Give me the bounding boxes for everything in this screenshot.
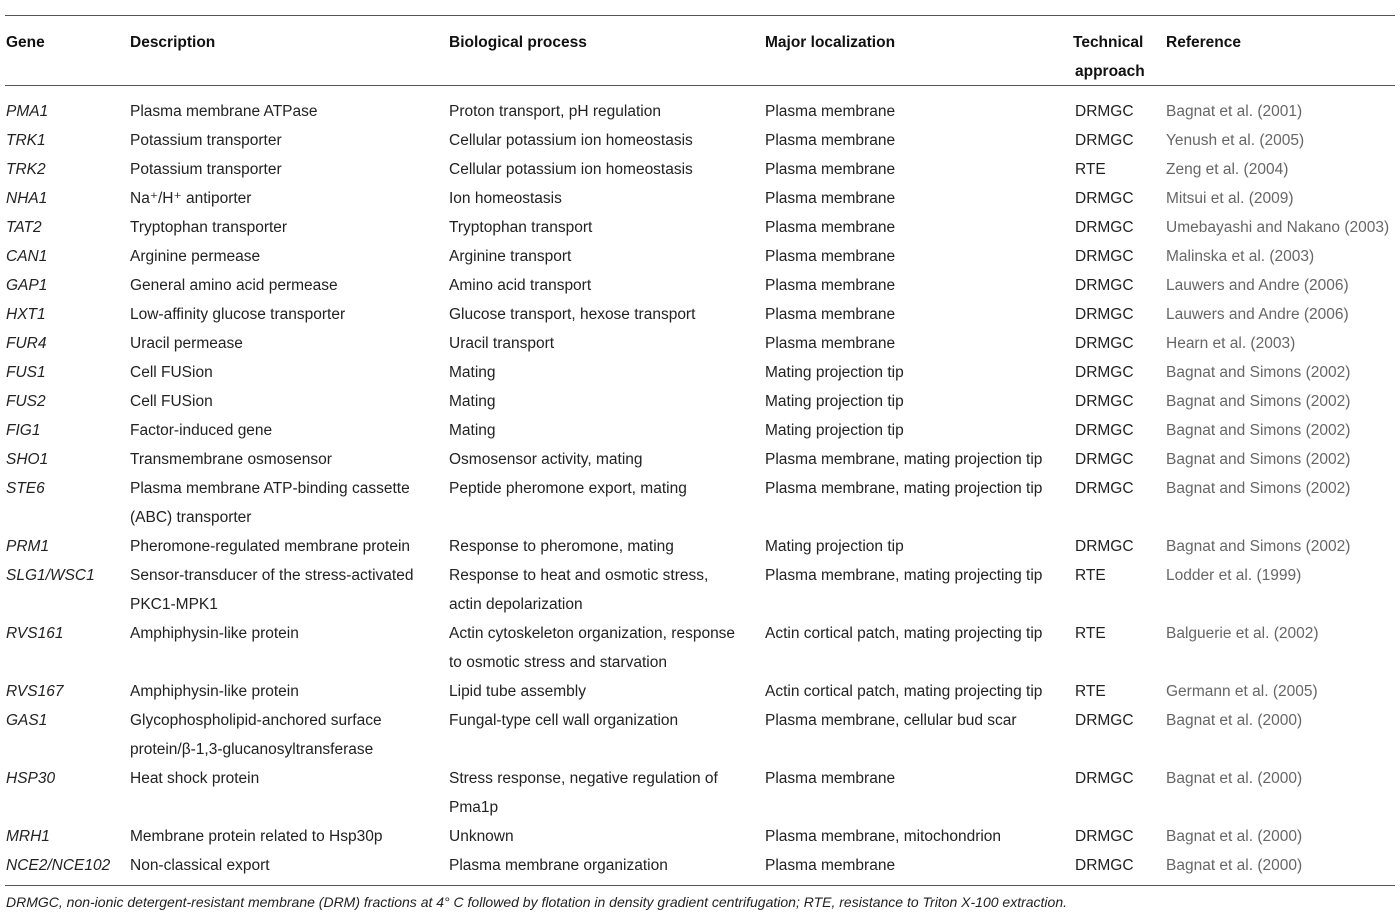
header-reference: Reference <box>1166 34 1241 51</box>
description-cell <box>130 329 243 358</box>
localization-cell-line: Plasma membrane <box>765 190 896 207</box>
process-cell <box>449 416 496 445</box>
approach-cell: DRMGC <box>1075 132 1134 149</box>
approach-cell: DRMGC <box>1075 364 1134 381</box>
header-description: Description <box>130 34 216 51</box>
gene-cell: CAN1 <box>6 248 48 265</box>
table-row <box>0 851 1400 880</box>
gene-cell: GAP1 <box>6 277 48 294</box>
description-cell <box>130 619 299 648</box>
localization-cell <box>765 213 895 242</box>
gene-cell: NCE2/NCE102 <box>6 857 111 874</box>
approach-cell: DRMGC <box>1075 393 1134 410</box>
gene-cell: GAS1 <box>6 712 48 729</box>
approach-cell: DRMGC <box>1075 451 1134 468</box>
gene-cell: NHA1 <box>6 190 48 207</box>
table-bottom-rule <box>5 885 1395 886</box>
localization-cell-line: Plasma membrane <box>765 335 896 352</box>
gene-cell: RVS161 <box>6 625 64 642</box>
reference-cell: Bagnat et al. (2000) <box>1166 770 1303 787</box>
gene-cell: STE6 <box>6 480 45 497</box>
process-cell-line: Unknown <box>449 828 514 845</box>
reference-cell: Bagnat and Simons (2002) <box>1166 422 1351 439</box>
process-cell <box>449 851 668 880</box>
localization-cell <box>765 677 1042 706</box>
approach-cell: DRMGC <box>1075 277 1134 294</box>
process-cell <box>449 387 496 416</box>
process-cell <box>449 474 687 503</box>
localization-cell <box>765 822 1001 851</box>
localization-cell <box>765 851 895 880</box>
description-cell-line: Pheromone-regulated membrane protein <box>130 538 411 555</box>
approach-cell: RTE <box>1075 683 1106 700</box>
process-cell-line: Uracil transport <box>449 335 555 352</box>
process-cell-line: Tryptophan transport <box>449 219 593 236</box>
approach-cell: DRMGC <box>1075 857 1134 874</box>
localization-cell-line: Actin cortical patch, mating projecting tip <box>765 683 1043 700</box>
table-row <box>0 271 1400 300</box>
process-cell-line: Fungal-type cell wall organization <box>449 712 679 729</box>
localization-cell-line: Plasma membrane, cellular bud scar <box>765 712 1017 729</box>
process-cell <box>449 677 586 706</box>
description-cell-line: Transmembrane osmosensor <box>130 451 332 468</box>
localization-cell-line: Mating projection tip <box>765 538 904 555</box>
table-row <box>0 561 1400 619</box>
localization-cell-line: Mating projection tip <box>765 364 904 381</box>
description-cell-line: Potassium transporter <box>130 161 282 178</box>
approach-cell: DRMGC <box>1075 306 1134 323</box>
description-cell <box>130 242 260 271</box>
localization-cell-line: Mating projection tip <box>765 422 904 439</box>
process-cell <box>449 242 571 271</box>
process-cell <box>449 126 693 155</box>
approach-cell: DRMGC <box>1075 770 1134 787</box>
description-cell <box>130 416 272 445</box>
gene-cell: PMA1 <box>6 103 49 120</box>
description-cell-line: Heat shock protein <box>130 770 260 787</box>
process-cell-line: Plasma membrane organization <box>449 857 668 874</box>
header-technical-approach <box>1073 28 1145 86</box>
localization-cell <box>765 387 904 416</box>
description-cell-line: Amphiphysin-like protein <box>130 625 299 642</box>
reference-cell: Bagnat and Simons (2002) <box>1166 451 1351 468</box>
description-cell-line: Sensor-transducer of the stress-activated <box>130 567 414 584</box>
process-cell <box>449 329 554 358</box>
approach-cell: RTE <box>1075 625 1106 642</box>
reference-cell: Bagnat et al. (2001) <box>1166 103 1303 120</box>
table-row <box>0 155 1400 184</box>
process-cell-line: Mating <box>449 393 496 410</box>
process-cell-line: Amino acid transport <box>449 277 592 294</box>
description-cell-line: Potassium transporter <box>130 132 282 149</box>
description-cell <box>130 271 338 300</box>
approach-cell: DRMGC <box>1075 219 1134 236</box>
description-cell <box>130 155 282 184</box>
gene-cell: FUS1 <box>6 364 46 381</box>
localization-cell <box>765 358 904 387</box>
process-cell <box>449 184 562 213</box>
header-major-localization: Major localization <box>765 34 896 51</box>
process-cell <box>449 561 708 619</box>
header-technical-approach-line1: Technical <box>1073 34 1144 51</box>
description-cell <box>130 764 259 793</box>
process-cell-line: Mating <box>449 422 496 439</box>
localization-cell-line: Plasma membrane <box>765 219 896 236</box>
description-cell <box>130 300 345 329</box>
description-cell-line: Cell FUSion <box>130 364 213 381</box>
approach-cell: DRMGC <box>1075 538 1134 555</box>
reference-cell: Zeng et al. (2004) <box>1166 161 1289 178</box>
process-cell-line: Peptide pheromone export, mating <box>449 480 687 497</box>
process-cell-line: Response to heat and osmotic stress, <box>449 567 709 584</box>
approach-cell: DRMGC <box>1075 190 1134 207</box>
description-cell <box>130 213 287 242</box>
localization-cell-line: Plasma membrane <box>765 857 896 874</box>
table-row <box>0 97 1400 126</box>
process-cell-line: Osmosensor activity, mating <box>449 451 643 468</box>
description-cell <box>130 97 318 126</box>
table-row <box>0 764 1400 822</box>
localization-cell <box>765 764 895 793</box>
reference-cell: Bagnat et al. (2000) <box>1166 712 1303 729</box>
description-cell-line: Glycophospholipid-anchored surface <box>130 712 382 729</box>
table-row <box>0 416 1400 445</box>
description-cell-line: Uracil permease <box>130 335 243 352</box>
table-row <box>0 387 1400 416</box>
reference-cell: Lodder et al. (1999) <box>1166 567 1302 584</box>
table-row <box>0 242 1400 271</box>
description-cell-line: Cell FUSion <box>130 393 213 410</box>
gene-cell: HSP30 <box>6 770 56 787</box>
gene-cell: FUR4 <box>6 335 47 352</box>
process-cell-line: Arginine transport <box>449 248 572 265</box>
approach-cell: RTE <box>1075 567 1106 584</box>
process-cell <box>449 155 693 184</box>
process-cell <box>449 213 592 242</box>
gene-cell: MRH1 <box>6 828 50 845</box>
localization-cell <box>765 445 1042 474</box>
localization-cell-line: Plasma membrane, mating projection tip <box>765 480 1043 497</box>
description-cell <box>130 474 410 532</box>
localization-cell-line: Plasma membrane <box>765 132 896 149</box>
localization-cell-line: Mating projection tip <box>765 393 904 410</box>
approach-cell: DRMGC <box>1075 712 1134 729</box>
approach-cell: DRMGC <box>1075 422 1134 439</box>
reference-cell: Bagnat et al. (2000) <box>1166 857 1303 874</box>
reference-cell: Umebayashi and Nakano (2003) <box>1166 219 1390 236</box>
description-cell-line: Tryptophan transporter <box>130 219 288 236</box>
description-cell-line: Low-affinity glucose transporter <box>130 306 346 323</box>
localization-cell-line: Plasma membrane, mitochondrion <box>765 828 1002 845</box>
approach-cell: DRMGC <box>1075 828 1134 845</box>
process-cell <box>449 271 591 300</box>
localization-cell <box>765 300 895 329</box>
approach-cell: DRMGC <box>1075 103 1134 120</box>
localization-cell <box>765 619 1042 648</box>
table-row <box>0 358 1400 387</box>
process-cell <box>449 358 496 387</box>
header-bottom-rule <box>5 85 1395 86</box>
description-cell <box>130 706 382 764</box>
process-cell-line: Stress response, negative regulation of <box>449 770 718 787</box>
table-row <box>0 300 1400 329</box>
reference-cell: Bagnat and Simons (2002) <box>1166 538 1351 555</box>
reference-cell: Malinska et al. (2003) <box>1166 248 1315 265</box>
gene-cell: TRK1 <box>6 132 46 149</box>
process-cell-line: Response to pheromone, mating <box>449 538 674 555</box>
localization-cell <box>765 126 895 155</box>
description-cell <box>130 677 299 706</box>
process-cell <box>449 822 514 851</box>
process-cell-line: Mating <box>449 364 496 381</box>
gene-cell: TAT2 <box>6 219 42 236</box>
description-cell <box>130 822 382 851</box>
process-cell <box>449 532 674 561</box>
localization-cell <box>765 155 895 184</box>
description-cell <box>130 387 213 416</box>
process-cell-line: Actin cytoskeleton organization, response <box>449 625 736 642</box>
localization-cell <box>765 329 895 358</box>
description-cell-line: Plasma membrane ATP-binding cassette <box>130 480 410 497</box>
table-row <box>0 619 1400 677</box>
process-cell <box>449 445 643 474</box>
process-cell <box>449 300 695 329</box>
gene-cell: RVS167 <box>6 683 64 700</box>
localization-cell <box>765 532 904 561</box>
header-biological-process: Biological process <box>449 34 587 51</box>
table-top-rule <box>5 15 1395 16</box>
localization-cell-line: Plasma membrane, mating projection tip <box>765 451 1043 468</box>
table-row <box>0 532 1400 561</box>
table-row <box>0 184 1400 213</box>
reference-cell: Bagnat and Simons (2002) <box>1166 393 1351 410</box>
localization-cell <box>765 416 904 445</box>
description-cell-line: (ABC) transporter <box>130 509 252 526</box>
reference-cell: Balguerie et al. (2002) <box>1166 625 1319 642</box>
process-cell-line: Glucose transport, hexose transport <box>449 306 696 323</box>
gene-cell: TRK2 <box>6 161 46 178</box>
description-cell-line: Amphiphysin-like protein <box>130 683 299 700</box>
gene-cell: HXT1 <box>6 306 46 323</box>
process-cell-line: to osmotic stress and starvation <box>449 654 667 671</box>
table-row <box>0 677 1400 706</box>
description-cell <box>130 184 251 213</box>
description-cell <box>130 851 270 880</box>
description-cell-line: Factor-induced gene <box>130 422 273 439</box>
process-cell-line: Proton transport, pH regulation <box>449 103 661 120</box>
description-cell-line: Arginine permease <box>130 248 261 265</box>
localization-cell-line: Plasma membrane <box>765 306 896 323</box>
reference-cell: Bagnat and Simons (2002) <box>1166 480 1351 497</box>
reference-cell: Lauwers and Andre (2006) <box>1166 277 1349 294</box>
process-cell-line: actin depolarization <box>449 596 583 613</box>
localization-cell-line: Plasma membrane <box>765 770 896 787</box>
table-row <box>0 126 1400 155</box>
localization-cell-line: Plasma membrane <box>765 277 896 294</box>
table-row <box>0 213 1400 242</box>
approach-cell: DRMGC <box>1075 248 1134 265</box>
header-gene: Gene <box>6 34 45 51</box>
table-row <box>0 329 1400 358</box>
localization-cell <box>765 706 1017 735</box>
header-technical-approach-line2: approach <box>1075 63 1145 80</box>
description-cell-line: Membrane protein related to Hsp30p <box>130 828 383 845</box>
approach-cell: DRMGC <box>1075 480 1134 497</box>
process-cell <box>449 764 718 822</box>
reference-cell: Yenush et al. (2005) <box>1166 132 1305 149</box>
description-cell <box>130 532 410 561</box>
table-row <box>0 706 1400 764</box>
description-cell-line: protein/β-1,3-glucanosyltransferase <box>130 741 374 758</box>
localization-cell <box>765 271 895 300</box>
gene-cell: FIG1 <box>6 422 41 439</box>
gene-cell: PRM1 <box>6 538 50 555</box>
process-cell-line: Lipid tube assembly <box>449 683 586 700</box>
approach-cell: RTE <box>1075 161 1106 178</box>
localization-cell <box>765 97 895 126</box>
reference-cell: Lauwers and Andre (2006) <box>1166 306 1349 323</box>
description-cell <box>130 358 213 387</box>
localization-cell-line: Actin cortical patch, mating projecting tip <box>765 625 1043 642</box>
process-cell-line: Cellular potassium ion homeostasis <box>449 132 693 149</box>
description-cell-line: PKC1-MPK1 <box>130 596 218 613</box>
description-cell-line: General amino acid permease <box>130 277 338 294</box>
table-footnote: DRMGC, non-ionic detergent-resistant membrane (DRM) fractions at 4° C followed by flotation in density gradient centrifugation; RTE, resistance to Triton X-100 extraction. <box>6 894 1067 910</box>
description-cell-line: Plasma membrane ATPase <box>130 103 318 120</box>
description-cell <box>130 445 332 474</box>
description-cell <box>130 126 282 155</box>
description-cell-line: Na⁺/H⁺ antiporter <box>130 190 252 207</box>
reference-cell: Hearn et al. (2003) <box>1166 335 1296 352</box>
table-row <box>0 445 1400 474</box>
gene-cell: SLG1/WSC1 <box>6 567 95 584</box>
table-row <box>0 474 1400 532</box>
localization-cell-line: Plasma membrane <box>765 103 896 120</box>
gene-cell: FUS2 <box>6 393 46 410</box>
description-cell-line: Non-classical export <box>130 857 270 874</box>
reference-cell: Mitsui et al. (2009) <box>1166 190 1294 207</box>
process-cell-line: Pma1p <box>449 799 499 816</box>
localization-cell <box>765 561 1042 590</box>
localization-cell-line: Plasma membrane <box>765 248 896 265</box>
localization-cell <box>765 242 895 271</box>
localization-cell-line: Plasma membrane <box>765 161 896 178</box>
localization-cell <box>765 184 895 213</box>
approach-cell: DRMGC <box>1075 335 1134 352</box>
process-cell <box>449 97 661 126</box>
process-cell-line: Cellular potassium ion homeostasis <box>449 161 693 178</box>
reference-cell: Bagnat et al. (2000) <box>1166 828 1303 845</box>
localization-cell-line: Plasma membrane, mating projecting tip <box>765 567 1043 584</box>
description-cell <box>130 561 413 619</box>
localization-cell <box>765 474 1042 503</box>
process-cell <box>449 706 678 735</box>
reference-cell: Bagnat and Simons (2002) <box>1166 364 1351 381</box>
process-cell <box>449 619 735 677</box>
reference-cell: Germann et al. (2005) <box>1166 683 1318 700</box>
gene-cell: SHO1 <box>6 451 49 468</box>
process-cell-line: Ion homeostasis <box>449 190 562 207</box>
table-row <box>0 822 1400 851</box>
